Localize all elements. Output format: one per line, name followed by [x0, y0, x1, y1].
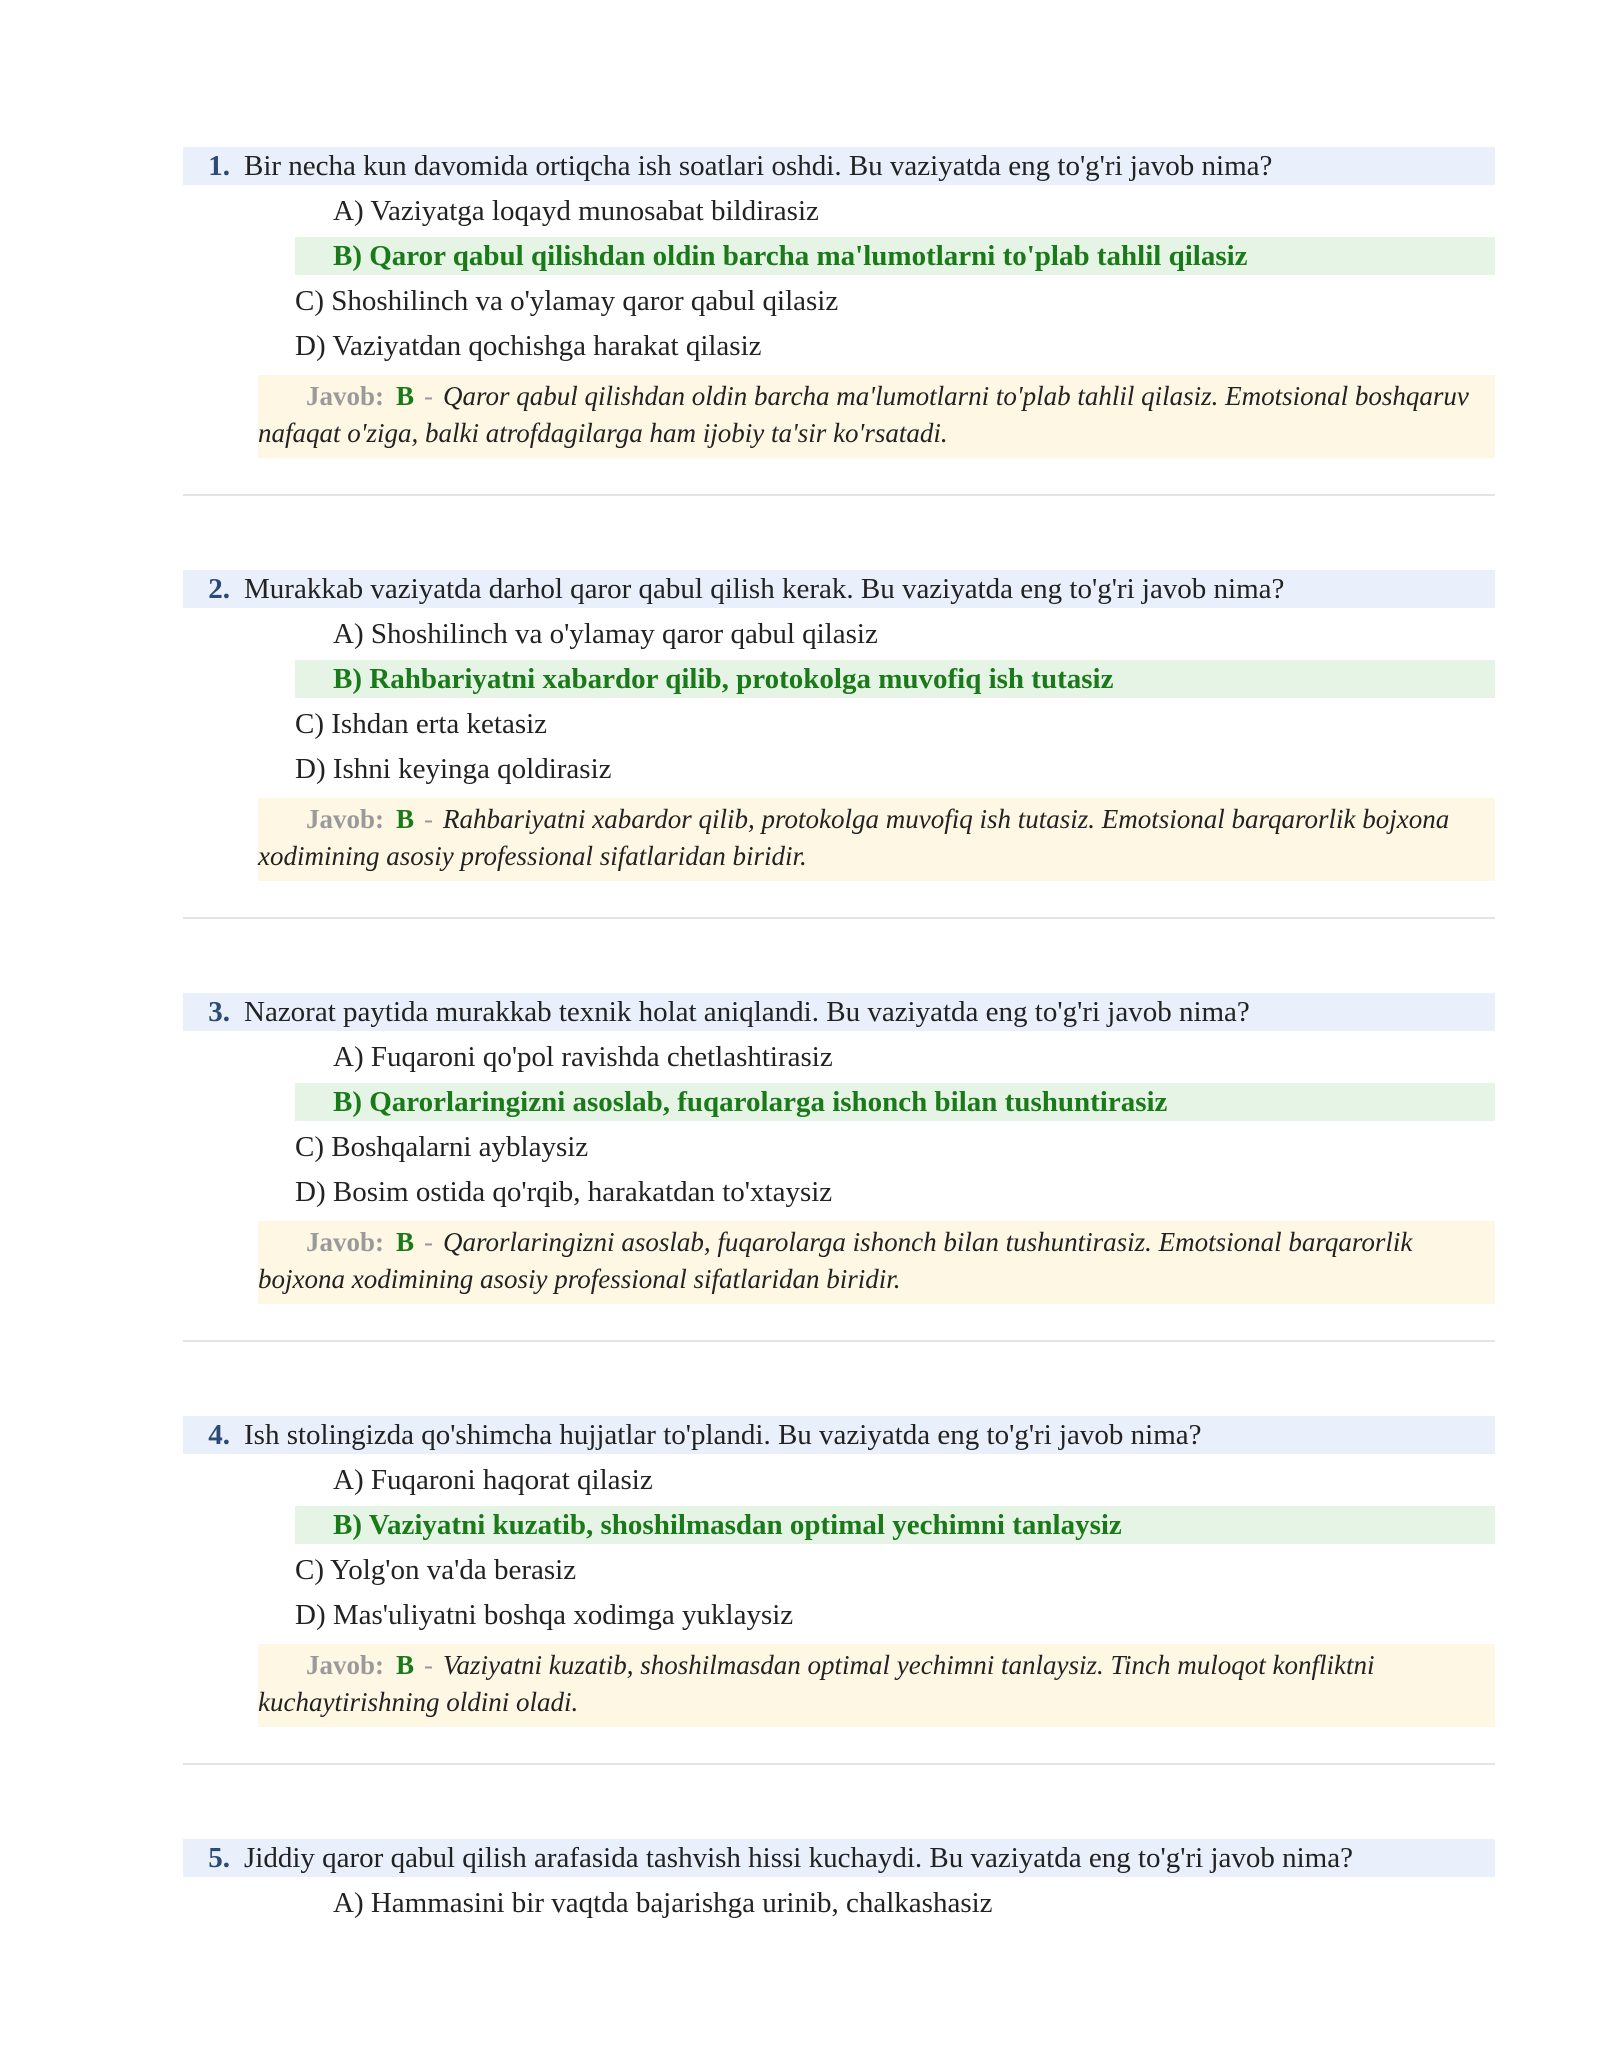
answer-letter: B: [396, 1227, 415, 1257]
answer-letter: B: [396, 804, 415, 834]
question-number: 3.: [208, 996, 230, 1028]
question-header: [183, 1839, 1495, 1877]
question-block: [183, 993, 1495, 1304]
option-b-correct: B) Vaziyatni kuzatib, shoshilmasdan optimal yechimni tanlaysiz: [295, 1506, 1495, 1544]
explanation-text: Vaziyatni kuzatib, shoshilmasdan optimal yechimni tanlaysiz. Tinch muloqot konfliktni kuchaytirishning oldini oladi.: [258, 1650, 1375, 1717]
answer-label: Javob:: [306, 1227, 385, 1257]
question-text: Ish stolingizda qo'shimcha hujjatlar to'plandi. Bu vaziyatda eng to'g'ri javob nima?: [244, 1419, 1202, 1451]
option-b-correct: B) Qaror qabul qilishdan oldin barcha ma'lumotlarni to'plab tahlil qilasiz: [295, 237, 1495, 275]
answer-explanation: [258, 1644, 1495, 1727]
question-number: 1.: [208, 150, 230, 182]
explanation-text: Qaror qabul qilishdan oldin barcha ma'lumotlarni to'plab tahlil qilasiz. Emotsional boshqaruv nafaqat o'ziga, balki atrofdagilarga ham ijobiy ta'sir ko'rsatadi.: [258, 381, 1469, 448]
answer-label: Javob:: [306, 804, 385, 834]
question-block: [183, 147, 1495, 458]
option-c: C) Boshqalarni ayblaysiz: [295, 1131, 589, 1163]
question-header: [183, 570, 1495, 608]
question-number: 4.: [208, 1419, 230, 1451]
option-b-correct: B) Qarorlaringizni asoslab, fuqarolarga ishonch bilan tushuntirasiz: [295, 1083, 1495, 1121]
option-b-correct: B) Rahbariyatni xabardor qilib, protokolga muvofiq ish tutasiz: [295, 660, 1495, 698]
answer-letter: B: [396, 381, 415, 411]
answer-explanation: [258, 375, 1495, 458]
explanation-text: Rahbariyatni xabardor qilib, protokolga muvofiq ish tutasiz. Emotsional barqarorlik bojxona xodimining asosiy professional sifatlaridan biridir.: [258, 804, 1450, 871]
answer-label: Javob:: [306, 381, 385, 411]
answer-dash: -: [424, 381, 434, 411]
option-d: D) Bosim ostida qo'rqib, harakatdan to'xtaysiz: [295, 1176, 833, 1208]
answer-dash: -: [424, 1650, 434, 1680]
divider: [183, 1340, 1495, 1342]
question-block: [183, 570, 1495, 881]
question-block: [183, 1416, 1495, 1727]
option-a: A) Fuqaroni haqorat qilasiz: [333, 1464, 653, 1496]
answer-explanation: [258, 1221, 1495, 1304]
option-a: A) Vaziyatga loqayd munosabat bildirasiz: [333, 195, 819, 227]
option-d: D) Vaziyatdan qochishga harakat qilasiz: [295, 330, 762, 362]
divider: [183, 1763, 1495, 1765]
answer-dash: -: [424, 1227, 434, 1257]
option-c: C) Shoshilinch va o'ylamay qaror qabul qilasiz: [295, 285, 839, 317]
question-number: 2.: [208, 573, 230, 605]
option-d: D) Mas'uliyatni boshqa xodimga yuklaysiz: [295, 1599, 794, 1631]
option-a: A) Fuqaroni qo'pol ravishda chetlashtirasiz: [333, 1041, 833, 1073]
question-header: [183, 993, 1495, 1031]
question-block: [183, 1839, 1495, 1922]
question-number: 5.: [208, 1842, 230, 1874]
question-text: Jiddiy qaror qabul qilish arafasida tashvish hissi kuchaydi. Bu vaziyatda eng to'g'ri javob nima?: [244, 1842, 1353, 1874]
question-text: Murakkab vaziyatda darhol qaror qabul qilish kerak. Bu vaziyatda eng to'g'ri javob nima?: [244, 573, 1285, 605]
option-a: A) Hammasini bir vaqtda bajarishga urinib, chalkashasiz: [333, 1887, 993, 1919]
option-c: C) Yolg'on va'da berasiz: [295, 1554, 577, 1586]
question-text: Bir necha kun davomida ortiqcha ish soatlari oshdi. Bu vaziyatda eng to'g'ri javob nima?: [244, 150, 1273, 182]
answer-label: Javob:: [306, 1650, 385, 1680]
explanation-text: Qarorlaringizni asoslab, fuqarolarga ishonch bilan tushuntirasiz. Emotsional barqarorlik bojxona xodimining asosiy professional sifatlaridan biridir.: [258, 1227, 1413, 1294]
answer-dash: -: [424, 804, 434, 834]
question-header: [183, 1416, 1495, 1454]
option-a: A) Shoshilinch va o'ylamay qaror qabul qilasiz: [333, 618, 878, 650]
divider: [183, 494, 1495, 496]
divider: [183, 917, 1495, 919]
option-d: D) Ishni keyinga qoldirasiz: [295, 753, 612, 785]
option-c: C) Ishdan erta ketasiz: [295, 708, 548, 740]
answer-letter: B: [396, 1650, 415, 1680]
question-text: Nazorat paytida murakkab texnik holat aniqlandi. Bu vaziyatda eng to'g'ri javob nima?: [244, 996, 1250, 1028]
question-header: [183, 147, 1495, 185]
answer-explanation: [258, 798, 1495, 881]
